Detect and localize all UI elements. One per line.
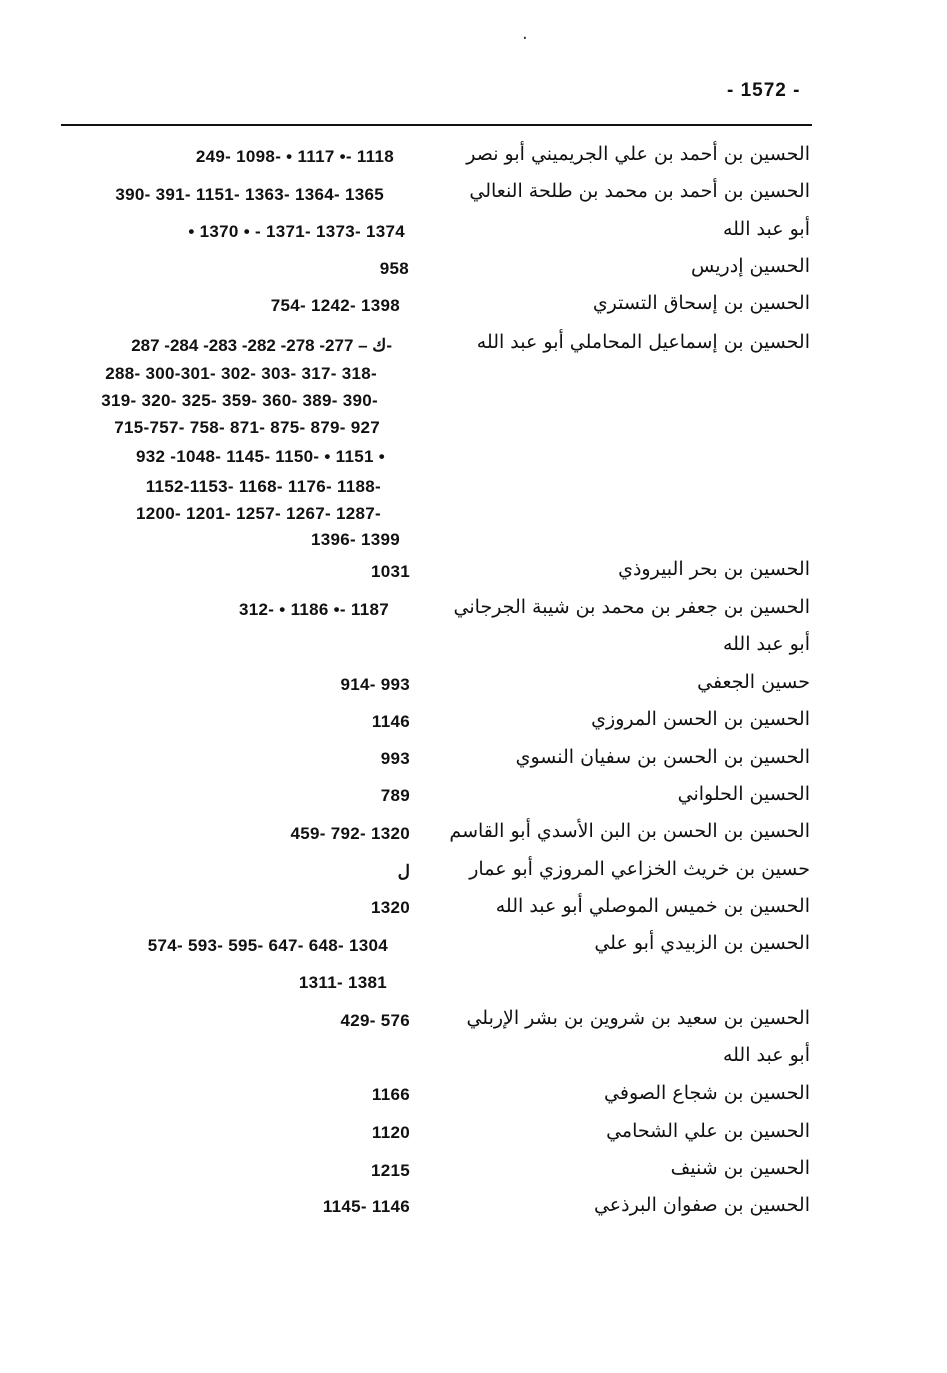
- page-number: - 1572 -: [727, 80, 801, 101]
- entry-name: الحسين بن أحمد بن علي الجريميني أبو نصر: [466, 143, 810, 165]
- entry-refs: 288- 300-301- 302- 303- 317- 318-: [105, 364, 377, 383]
- entry-name: الحسين بن إسحاق التستري: [592, 292, 810, 314]
- entry-refs: 319- 320- 325- 359- 360- 389- 390-: [101, 391, 378, 410]
- entry-refs: • 1370 • - 1371- 1373- 1374: [188, 222, 405, 241]
- entry-name: الحسين الحلواني: [677, 783, 810, 805]
- entry-refs: 754- 1242- 1398: [270, 296, 400, 315]
- entry-name: الحسين بن شجاع الصوفي: [604, 1082, 810, 1104]
- entry-name: حسين بن خريث الخزاعي المروزي أبو عمار: [469, 858, 810, 880]
- entry-refs: ك – 277- 278- 282- 283- 284- 287-: [131, 336, 392, 355]
- entry-name: أبو عبد الله: [722, 1044, 810, 1066]
- entry-name: الحسين إدريس: [691, 255, 810, 277]
- entry-name: الحسين بن الحسن بن سفيان النسوي: [515, 746, 810, 768]
- entry-refs: 1152-1153- 1168- 1176- 1188-: [145, 477, 381, 496]
- entry-refs: 1031: [370, 562, 410, 581]
- entry-name: حسين الجعفي: [697, 671, 810, 693]
- entry-refs: 932 -1048- 1145- 1150- • 1151 •: [135, 447, 385, 466]
- entry-refs: 1120: [371, 1123, 410, 1142]
- entry-name: الحسين بن صفوان البرذعي: [593, 1194, 810, 1216]
- entry-refs: 459- 792- 1320: [290, 824, 410, 843]
- entry-refs: 1166: [371, 1085, 410, 1104]
- entry-refs: 1320: [370, 898, 410, 917]
- entry-refs: 993: [380, 749, 410, 768]
- entry-refs: 1396- 1399: [310, 530, 400, 549]
- entry-name: الحسين بن إسماعيل المحاملي أبو عبد الله: [476, 331, 810, 353]
- entry-refs: 1145- 1146: [322, 1197, 410, 1216]
- entry-refs: 789: [380, 786, 410, 805]
- entry-name: أبو عبد الله: [722, 633, 810, 655]
- entry-refs: 429- 576: [340, 1011, 410, 1030]
- entry-refs: 715-757- 758- 871- 875- 879- 927: [114, 418, 380, 437]
- corner-mark: ·: [522, 28, 528, 49]
- entry-refs: 574- 593- 595- 647- 648- 1304: [147, 936, 388, 955]
- entry-refs: 914- 993: [340, 675, 410, 694]
- entry-refs: 1146: [371, 712, 410, 731]
- entry-refs: 312- • 1186 •- 1187: [239, 600, 389, 619]
- entry-name: الحسين بن سعيد بن شروين بن بشر الإربلي: [466, 1007, 810, 1029]
- entry-name: الحسين بن الزبيدي أبو علي: [594, 932, 810, 954]
- entry-name: الحسين بن أحمد بن محمد بن طلحة النعالي: [469, 180, 810, 202]
- entry-name: الحسين بن علي الشحامي: [606, 1120, 810, 1142]
- entry-refs: 1200- 1201- 1257- 1267- 1287-: [136, 504, 381, 523]
- entry-refs: 958: [379, 259, 409, 278]
- entry-refs: 1215: [370, 1161, 410, 1180]
- entry-name: الحسين بن بحر البيروذي: [618, 558, 810, 580]
- entry-name: الحسين بن شنيف: [670, 1157, 810, 1179]
- entry-refs: 1311- 1381: [298, 973, 387, 992]
- entry-name: الحسين بن جعفر بن محمد بن شيبة الجرجاني: [453, 596, 810, 618]
- entry-refs: ل: [397, 862, 410, 881]
- entry-refs: 390- 391- 1151- 1363- 1364- 1365: [115, 185, 384, 204]
- entry-name: الحسين بن الحسن بن البن الأسدي أبو القاسم: [449, 820, 810, 842]
- entry-name: الحسين بن الحسن المروزي: [591, 708, 810, 730]
- entry-name: الحسين بن خميس الموصلي أبو عبد الله: [495, 895, 810, 917]
- entry-name: أبو عبد الله: [722, 218, 810, 240]
- entry-refs: 249- 1098- • 1117 •- 1118: [195, 147, 394, 166]
